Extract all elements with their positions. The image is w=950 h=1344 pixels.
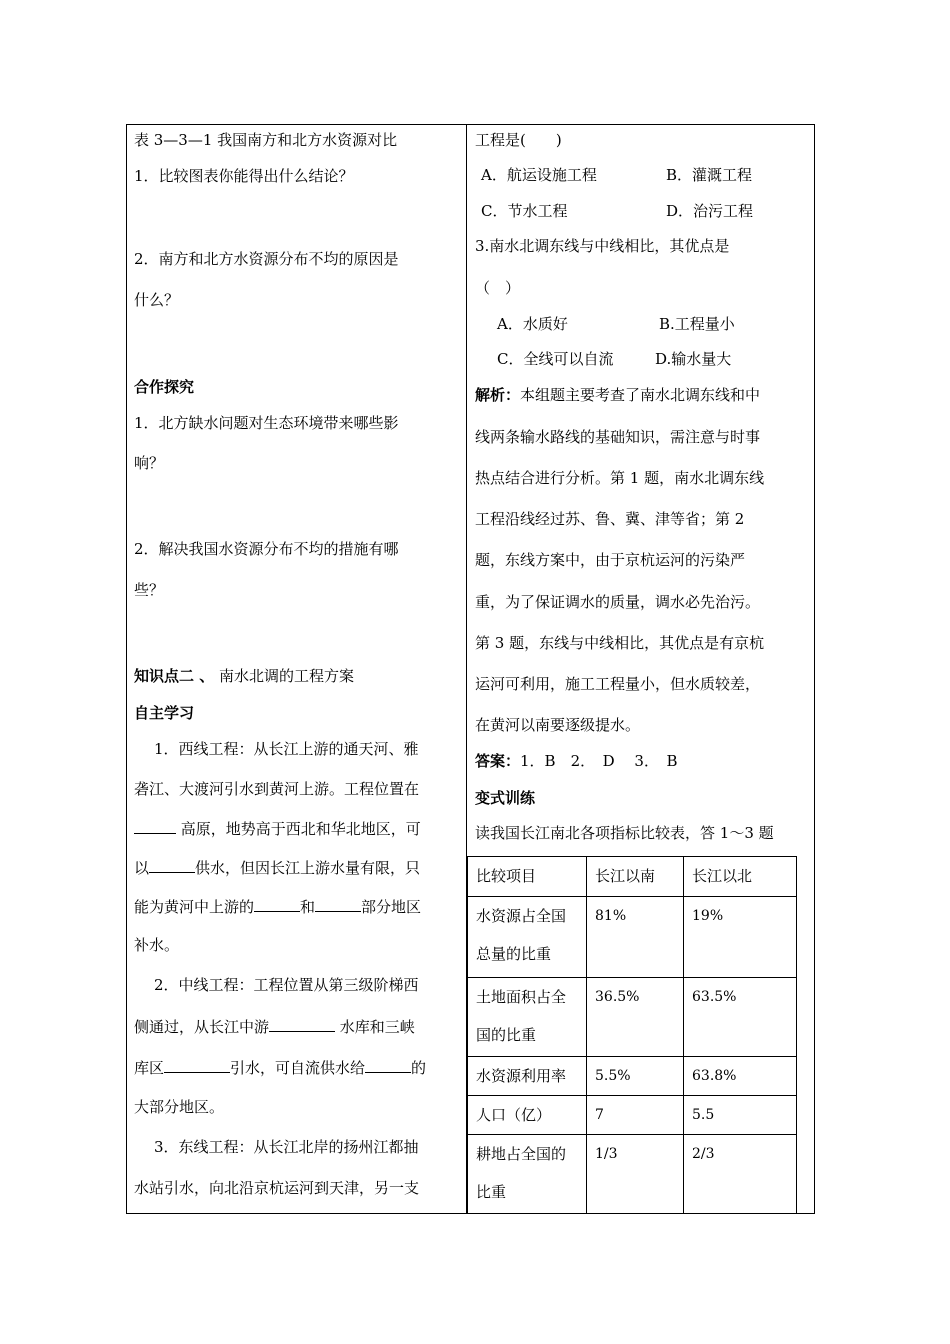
west-line-4-a: 以 [134, 859, 150, 877]
analysis-line-4: 工程沿线经过苏、鲁、冀、津等省；第 2 [475, 510, 745, 528]
question-3-paren: （ ） [475, 279, 521, 297]
option-d-2: D.输水量大 [655, 350, 732, 368]
analysis-text-1: 本组题主要考查了南水北调东线和中 [520, 386, 761, 404]
west-line-4-b: 供水，但因长江上游水量有限，只 [195, 859, 421, 877]
middle-line-2-a: 侧通过，从长江中游 [134, 1018, 270, 1036]
cell-south: 81% [587, 897, 684, 978]
question-3: 3.南水北调东线与中线相比，其优点是 [475, 237, 730, 255]
row-label-line2: 比重 [476, 1183, 507, 1201]
row-label-line2: 总量的比重 [476, 945, 552, 963]
answer-label: 答案： [475, 752, 521, 770]
east-line-2: 水站引水，向北沿京杭运河到天津，另一支 [134, 1179, 420, 1197]
blank-reservoir[interactable] [269, 1016, 335, 1032]
analysis-label: 解析： [475, 386, 521, 404]
kp2-title: 南水北调的工程方案 [219, 667, 355, 685]
table-row [468, 978, 797, 1057]
cell-south: 36.5% [587, 978, 684, 1057]
row-label-line2: 国的比重 [476, 1026, 537, 1044]
analysis-line-3: 热点结合进行分析。第 1 题，南水北调东线 [475, 469, 765, 487]
header-item: 比较项目 [468, 857, 587, 897]
option-a-2: A．水质好 [497, 315, 568, 333]
analysis-line-7: 第 3 题，东线与中线相比，其优点是有京杭 [475, 634, 765, 652]
table-row [468, 897, 797, 978]
blank-destination[interactable] [365, 1057, 411, 1073]
west-line-5-c: 部分地区 [361, 898, 422, 916]
row-label-line1: 耕地占全国的 [476, 1145, 567, 1163]
option-d-1: D．治污工程 [666, 202, 754, 220]
blank-reservoir-area[interactable] [164, 1057, 230, 1073]
blank-region-1[interactable] [254, 896, 300, 912]
cell-north: 19% [684, 897, 797, 978]
row-label [468, 978, 587, 1057]
option-c-2: C．全线可以自流 [497, 350, 614, 368]
table-row [468, 1135, 797, 1214]
option-a-1: A．航运设施工程 [481, 166, 597, 184]
blank-plateau[interactable] [134, 818, 176, 834]
west-line-6: 补水。 [134, 936, 180, 954]
table-title: 表 3—3—1 我国南方和北方水资源对比 [134, 131, 398, 149]
table-row [468, 1096, 797, 1135]
row-label [468, 897, 587, 978]
east-line-1: 3．东线工程：从长江北岸的扬州江都抽 [154, 1138, 419, 1156]
cell-north: 63.5% [684, 978, 797, 1057]
analysis-line-6: 重，为了保证调水的质量，调水必先治污。 [475, 593, 761, 611]
middle-line-4: 大部分地区。 [134, 1098, 225, 1116]
row-label: 水资源利用率 [468, 1057, 587, 1096]
coop-q2-line2: 些？ [134, 581, 165, 599]
coop-q1-line1: 1．北方缺水问题对生态环境带来哪些影 [134, 414, 399, 432]
variant-intro: 读我国长江南北各项指标比较表，答 1～3 题 [475, 824, 774, 842]
question-2-stem-end: 工程是( ) [475, 131, 562, 149]
option-c-1: C．节水工程 [481, 202, 568, 220]
row-label-line1: 水资源占全国 [476, 907, 567, 925]
kp2-label: 知识点二 、 [134, 667, 215, 685]
table-header-row [468, 857, 797, 897]
blank-supply[interactable] [149, 857, 195, 873]
cell-south: 7 [587, 1096, 684, 1135]
cell-south: 1/3 [587, 1135, 684, 1214]
middle-line-3 [134, 1057, 426, 1078]
west-line-5-a: 能为黄河中上游的 [134, 898, 255, 916]
coop-q2-line1: 2．解决我国水资源分布不均的措施有哪 [134, 540, 399, 558]
answer-line [475, 751, 678, 771]
west-line-3-text: 高原，地势高于西北和华北地区，可 [180, 820, 421, 838]
analysis-line-8: 运河可利用，施工工程量小，但水质较差， [475, 675, 761, 693]
cell-north: 2/3 [684, 1135, 797, 1214]
analysis-line-9: 在黄河以南要逐级提水。 [475, 716, 641, 734]
west-line-1: 1．西线工程：从长江上游的通天河、雅 [154, 740, 419, 758]
row-label [468, 1135, 587, 1214]
comparison-table [467, 856, 797, 1214]
middle-line-3-a: 库区 [134, 1059, 165, 1077]
west-line-3 [134, 818, 421, 839]
option-b-2: B.工程量小 [659, 315, 735, 333]
middle-line-3-b: 引水，可自流供水给 [230, 1059, 366, 1077]
question-2-line1: 2．南方和北方水资源分布不均的原因是 [134, 250, 399, 268]
knowledge-point-2 [134, 666, 354, 686]
question-2-line2: 什么？ [134, 291, 180, 309]
west-line-5 [134, 896, 421, 917]
coop-heading: 合作探究 [134, 378, 195, 396]
analysis-line-1 [475, 385, 760, 405]
blank-region-2[interactable] [315, 896, 361, 912]
option-b-1: B．灌溉工程 [666, 166, 753, 184]
header-north: 长江以北 [684, 857, 797, 897]
west-line-5-b: 和 [300, 898, 316, 916]
west-line-2: 砻江、大渡河引水到黄河上游。工程位置在 [134, 780, 420, 798]
analysis-line-5: 题，东线方案中，由于京杭运河的污染严 [475, 551, 746, 569]
self-study-heading: 自主学习 [134, 704, 195, 722]
coop-q1-line2: 响？ [134, 454, 165, 472]
header-south: 长江以南 [587, 857, 684, 897]
middle-line-2 [134, 1016, 415, 1037]
variant-heading: 变式训练 [475, 789, 536, 807]
table-row [468, 1057, 797, 1096]
middle-line-1: 2．中线工程：工程位置从第三级阶梯西 [154, 976, 419, 994]
cell-south: 5.5% [587, 1057, 684, 1096]
row-label: 人口（亿） [468, 1096, 587, 1135]
analysis-line-2: 线两条输水路线的基础知识，需注意与时事 [475, 428, 761, 446]
question-1: 1．比较图表你能得出什么结论？ [134, 167, 354, 185]
cell-north: 63.8% [684, 1057, 797, 1096]
cell-north: 5.5 [684, 1096, 797, 1135]
middle-line-2-b: 水库和三峡 [339, 1018, 415, 1036]
answer-text: 1．B 2． D 3． B [520, 752, 678, 770]
west-line-4 [134, 857, 420, 878]
middle-line-3-c: 的 [411, 1059, 427, 1077]
row-label-line1: 土地面积占全 [476, 988, 567, 1006]
